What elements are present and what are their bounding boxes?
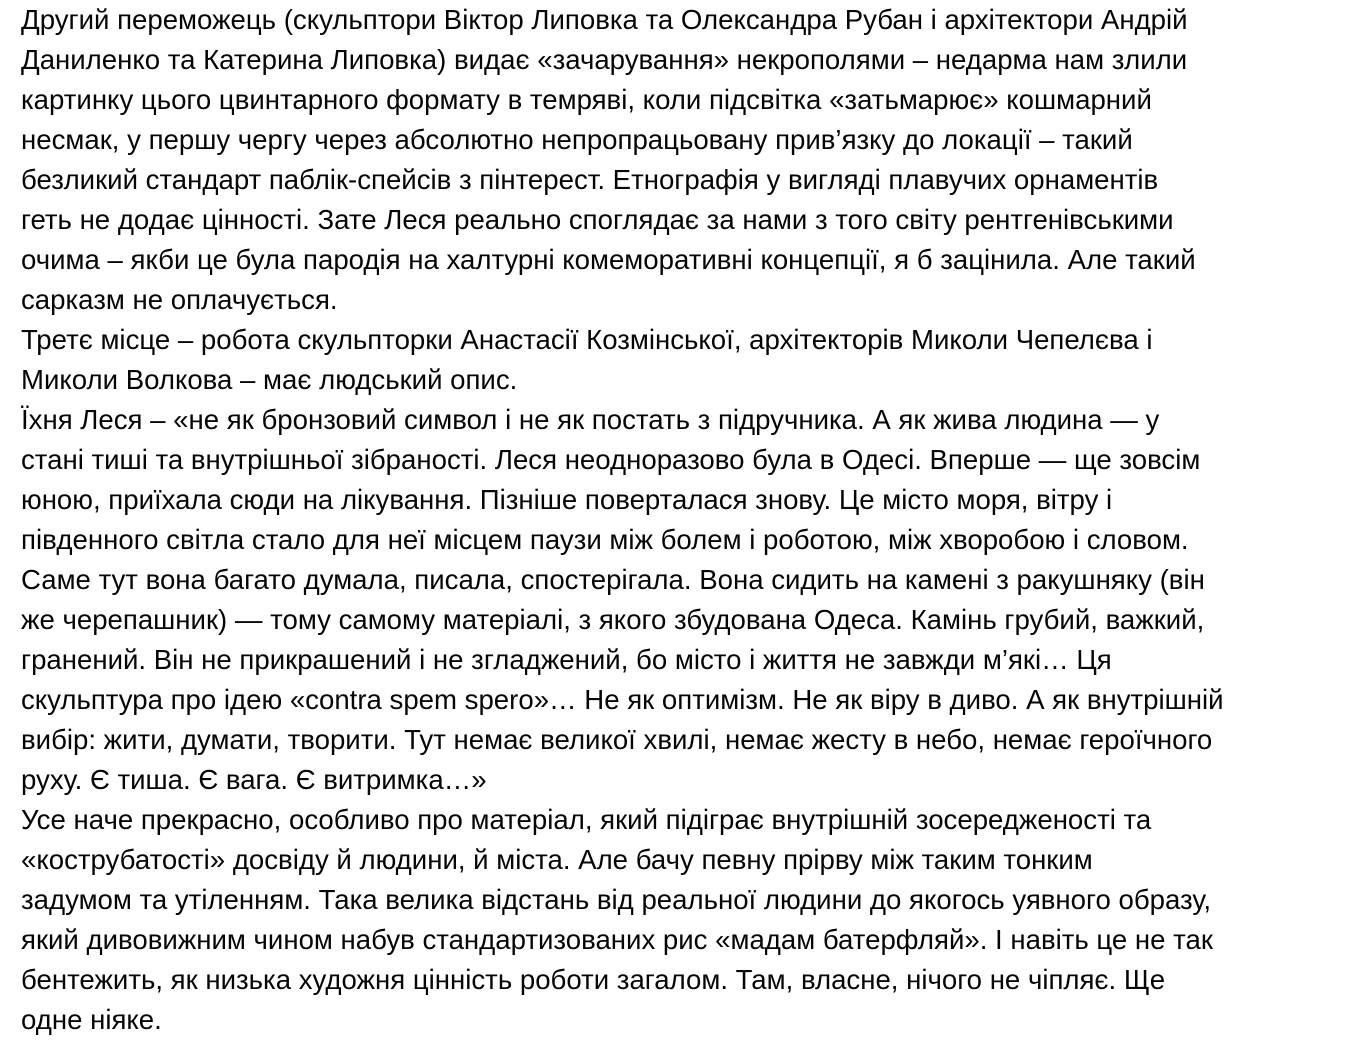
text-line: південного світла стало для неї місцем паузи між болем і роботою, між хворобою і словом. [21,524,1189,555]
text-line: Другий переможець (скульптори Віктор Липовка та Олександра Рубан і архітектори Андрій [21,4,1188,35]
text-line: бентежить, як низька художня цінність роботи загалом. Там, власне, нічого не чіпляє. Ще [21,964,1166,995]
text-line: несмак, у першу чергу через абсолютно непропрацьовану прив’язку до локації – такий [21,124,1133,155]
text-line: Усе наче прекрасно, особливо про матеріал, який підіграє внутрішній зосередженості та [21,804,1152,835]
text-line: очима – якби це була пародія на халтурні комеморативні концепції, я б зацінила. Але такий [21,244,1196,275]
text-line: сарказм не оплачується. [21,284,338,315]
text-line: безликий стандарт паблік-спейсів з пінтерест. Етнографія у вигляді плавучих орнаментів [21,164,1159,195]
text-line: Саме тут вона багато думала, писала, спостерігала. Вона сидить на камені з ракушняку (він [21,564,1205,595]
text-line: Миколи Волкова – має людський опис. [21,364,518,395]
text-line: «кострубатості» досвіду й людини, й міста. Але бачу певну прірву між таким тонким [21,844,1093,875]
text-line: же черепашник) — тому самому матеріалі, з якого збудована Одеса. Камінь грубий, важкий, [21,604,1205,635]
text-line: картинку цього цвинтарного формату в темряві, коли підсвітка «затьмарює» кошмарний [21,84,1152,115]
text-line: задумом та утіленням. Така велика відстань від реальної людини до якогось уявного образу, [21,884,1212,915]
text-line: одне ніяке. [21,1004,162,1035]
text-line: скульптура про ідею «contra spem spero»… Не як оптимізм. Не як віру в диво. А як внутрішній [21,684,1224,715]
text-line: руху. Є тиша. Є вага. Є витримка…» [21,764,487,795]
text-line: гранений. Він не прикрашений і не згладжений, бо місто і життя не завжди м’які… Ця [21,644,1112,675]
text-line: Їхня Леся – «не як бронзовий символ і не як постать з підручника. А як жива людина — у [21,404,1160,435]
text-line: вибір: жити, думати, творити. Тут немає великої хвилі, немає жесту в небо, немає героїчного [21,724,1213,755]
text-line: який дивовижним чином набув стандартизованих рис «мадам батерфляй». І навіть це не так [21,924,1213,955]
text-line: Даниленко та Катерина Липовка) видає «зачарування» некрополями – недарма нам злили [21,44,1188,75]
text-line: юною, приїхала сюди на лікування. Пізніше поверталася знову. Це місто моря, вітру і [21,484,1113,515]
post-text [21,0,1370,1050]
text-line: стані тиші та внутрішньої зібраності. Леся неодноразово була в Одесі. Вперше — ще зовсім [21,444,1201,475]
text-line: геть не додає цінності. Зате Леся реально споглядає за нами з того світу рентгенівськими [21,204,1174,235]
text-line: Третє місце – робота скульпторки Анастасії Козмінської, архітекторів Миколи Чепелєва і [21,324,1153,355]
